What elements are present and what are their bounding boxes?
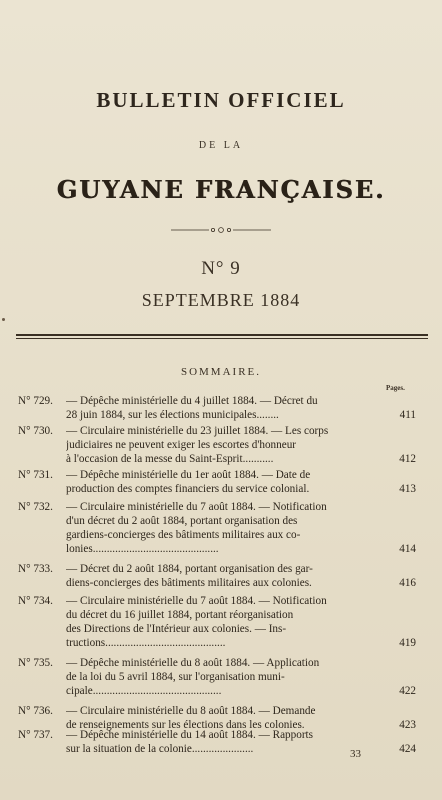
entry-page: 412 <box>399 453 416 465</box>
issue-date: SEPTEMBRE 1884 <box>141 290 301 310</box>
entry-line: 28 juin 1884, sur les élections municipales........ <box>66 409 279 421</box>
entry-number: N° 731. <box>18 469 53 481</box>
entry-line: — Décret du 2 août 1884, portant organisation des gar- <box>66 563 313 575</box>
entry-line: — Dépêche ministérielle du 1er août 1884. — Date de <box>66 469 311 481</box>
double-rule-top <box>16 334 428 336</box>
entry-number: N° 733. <box>18 563 53 575</box>
pages-column-label: Pages. <box>386 384 405 392</box>
entry-line: lonies............................................. <box>66 543 219 555</box>
page-number: 33 <box>350 748 361 760</box>
entry-line: diens-concierges des bâtiments militaires aux colonies. <box>66 577 312 589</box>
entry-page: 414 <box>399 543 416 555</box>
entry-line: — Circulaire ministérielle du 23 juillet 1884. — Les corps <box>66 425 329 437</box>
entry-line: sur la situation de la colonie...................... <box>66 743 254 755</box>
contents-heading: SOMMAIRE. <box>180 366 262 378</box>
bulletin-title: BULLETIN OFFICIEL <box>96 88 346 112</box>
entry-page: 423 <box>399 719 416 731</box>
entry-text <box>66 594 398 650</box>
entry-number: N° 730. <box>18 425 53 437</box>
paper-speck <box>2 318 5 321</box>
entry-line: cipale.............................................. <box>66 685 222 697</box>
entry-text <box>66 728 398 756</box>
entry-text <box>66 394 398 422</box>
issue-number: N° 9 <box>201 258 241 279</box>
entry-number: N° 734. <box>18 595 53 607</box>
entry-line: de la loi du 5 avril 1884, sur l'organisation muni- <box>66 671 285 683</box>
entry-text <box>66 656 398 698</box>
entry-text <box>66 500 398 556</box>
entry-line: gardiens-concierges des bâtiments militaires aux co- <box>66 529 301 541</box>
entry-page: 416 <box>399 577 416 589</box>
entry-number: N° 729. <box>18 395 53 407</box>
entry-page: 419 <box>399 637 416 649</box>
ornament-divider-icon <box>171 226 271 234</box>
entry-page: 424 <box>399 743 416 755</box>
entry-number: N° 737. <box>18 729 53 741</box>
entry-line: du décret du 16 juillet 1884, portant réorganisation <box>66 609 294 621</box>
title-connector: DE LA <box>198 140 244 151</box>
double-rule-bottom <box>16 338 428 339</box>
colony-title: GUYANE FRANÇAISE. <box>56 175 386 204</box>
entry-line: — Circulaire ministérielle du 7 août 1884. — Notification <box>66 595 327 607</box>
entry-line: tructions........................................... <box>66 637 226 649</box>
entry-page: 411 <box>399 409 416 421</box>
entry-number: N° 732. <box>18 501 53 513</box>
entry-line: — Circulaire ministérielle du 8 août 1884. — Demande <box>66 705 316 717</box>
entry-line: des Directions de l'Intérieur aux colonies. — Ins- <box>66 623 287 635</box>
entry-line: à l'occasion de la messe du Saint-Esprit........... <box>66 453 274 465</box>
entry-text <box>66 424 398 466</box>
entry-number: N° 736. <box>18 705 53 717</box>
entry-line: d'un décret du 2 août 1884, portant organisation des <box>66 515 298 527</box>
entry-page: 422 <box>399 685 416 697</box>
entry-text <box>66 468 398 496</box>
entry-line: production des comptes financiers du service colonial. <box>66 483 310 495</box>
entry-line: — Dépêche ministérielle du 14 août 1884. — Rapports <box>66 729 314 741</box>
entry-line: de renseignements sur les élections dans les colonies. <box>66 719 305 731</box>
entry-line: — Dépêche ministérielle du 4 juillet 1884. — Décret du <box>66 395 318 407</box>
entry-line: — Circulaire ministérielle du 7 août 1884. — Notification <box>66 501 327 513</box>
entry-number: N° 735. <box>18 657 53 669</box>
entry-line: — Dépêche ministérielle du 8 août 1884. — Application <box>66 657 320 669</box>
entry-line: judiciaires ne peuvent exiger les escortes d'honneur <box>66 439 297 451</box>
entry-page: 413 <box>399 483 416 495</box>
entry-text <box>66 562 398 590</box>
